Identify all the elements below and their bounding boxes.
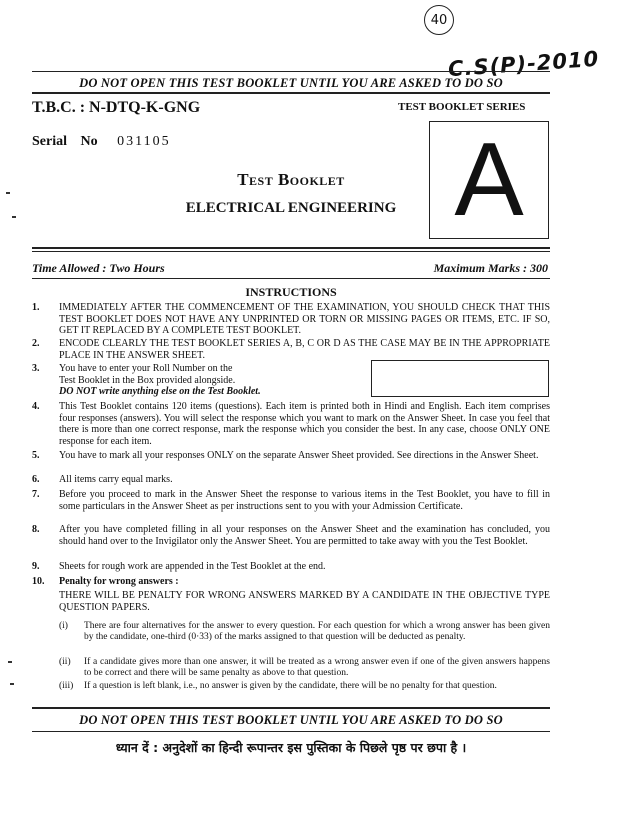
instruction-item: 3. You have to enter your Roll Number on the Test Booklet in the Box provided alongside. DO NOT write anything else on the Test Booklet. xyxy=(32,363,261,397)
instruction-item: 7. Before you proceed to mark in the Answer Sheet the response to various items in the Test Booklet, you have to fill in some particulars in the Answer Sheet as per instructions sent to you with your Admission Certificate. xyxy=(32,489,550,512)
serial-label: Serial xyxy=(32,134,67,149)
serial-no-symbol: No xyxy=(80,134,98,149)
instruction-item: 1. IMMEDIATELY AFTER THE COMMENCEMENT OF THE EXAMINATION, YOU SHOULD CHECK THAT THIS TEST BOOKLET DOES NOT HAVE ANY UNPRINTED OR TORN OR MISSING PAGES OR ITEMS, ETC. IF SO, GET IT REPLACED BY A COMPLETE TEST BOOKLET. xyxy=(32,302,550,336)
instruction-item: 10. Penalty for wrong answers : xyxy=(32,576,179,587)
penalty-rule: (iii) If a question is left blank, i.e., no answer is given by the candidate, there will be no penalty for that question. xyxy=(59,681,497,691)
subject-title: ELECTRICAL ENGINEERING xyxy=(185,200,397,216)
serial-line xyxy=(32,134,171,150)
scan-mark xyxy=(12,216,16,218)
serial-number: 031105 xyxy=(117,134,171,149)
roll-number-box[interactable] xyxy=(371,360,549,397)
series-label: TEST BOOKLET SERIES xyxy=(398,101,526,113)
warning-top: DO NOT OPEN THIS TEST BOOKLET UNTIL YOU ARE ASKED TO DO SO xyxy=(79,76,503,90)
divider xyxy=(32,92,550,94)
maximum-marks: Maximum Marks : 300 xyxy=(433,261,548,275)
penalty-rule: (i) There are four alternatives for the answer to every question. For each question for which a wrong answer has been given by the candidate, one-third (0·33) of the marks assigned to that question will be deducted as penalty. xyxy=(59,621,550,642)
instructions-heading: INSTRUCTIONS xyxy=(245,285,337,299)
series-letter: A xyxy=(454,122,524,238)
scan-mark xyxy=(8,661,12,663)
warning-bottom: DO NOT OPEN THIS TEST BOOKLET UNTIL YOU ARE ASKED TO DO SO xyxy=(79,713,503,727)
divider xyxy=(32,278,550,279)
page-number: 40 xyxy=(424,5,454,35)
hindi-note: ध्यान दें : अनुदेशों का हिन्दी रूपान्तर इस पुस्तिका के पिछले पृष्ठ पर छपा है । xyxy=(115,740,467,755)
instruction-item: 9. Sheets for rough work are appended in the Test Booklet at the end. xyxy=(32,561,326,572)
tbc-code: T.B.C. : N-DTQ-K-GNG xyxy=(32,99,201,116)
scan-mark xyxy=(6,192,10,194)
penalty-rule: (ii) If a candidate gives more than one answer, it will be treated as a wrong answer even if one of the given answers happens to be correct and there will be same penalty as above to that question. xyxy=(59,657,550,678)
divider xyxy=(32,707,550,709)
time-allowed: Time Allowed : Two Hours xyxy=(32,261,165,275)
divider xyxy=(32,247,550,249)
handwritten-code: C.S(P)-2010 xyxy=(447,46,600,82)
booklet-title: Test Booklet xyxy=(237,170,345,189)
divider xyxy=(32,731,550,732)
instruction-item: 6. All items carry equal marks. xyxy=(32,474,173,485)
instruction-item: 2. ENCODE CLEARLY THE TEST BOOKLET SERIES A, B, C OR D AS THE CASE MAY BE IN THE APPROPRIATE PLACE IN THE ANSWER SHEET. xyxy=(32,338,550,361)
penalty-intro: THERE WILL BE PENALTY FOR WRONG ANSWERS MARKED BY A CANDIDATE IN THE OBJECTIVE TYPE QUESTION PAPERS. xyxy=(59,590,550,613)
divider xyxy=(32,251,550,252)
scan-mark xyxy=(10,683,14,685)
instruction-item: 8. After you have completed filling in all your responses on the Answer Sheet and the examination has concluded, you should hand over to the Invigilator only the Answer Sheet. You are permitted to take away with you the Test Booklet. xyxy=(32,524,550,547)
divider xyxy=(32,71,550,72)
instruction-item: 5. You have to mark all your responses ONLY on the separate Answer Sheet provided. See directions in the Answer Sheet. xyxy=(32,450,539,461)
instruction-item: 4. This Test Booklet contains 120 items (questions). Each item is printed both in Hindi and English. Each item comprises four responses (answers). You will select the response which you want to mark on the Answer Sheet. In case you feel that there is more than one correct response, mark the response which you consider the best. In any case, choose ONLY ONE response for each item. xyxy=(32,401,550,447)
